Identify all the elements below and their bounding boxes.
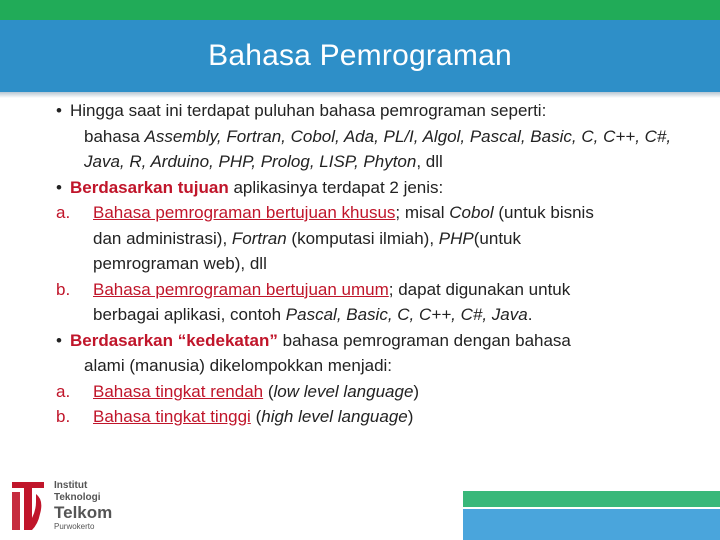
bullet-by-purpose: • Berdasarkan tujuan aplikasinya terdapat 2 jenis: [56, 175, 696, 201]
logo-line-2: Teknologi [54, 492, 101, 503]
slide-body [56, 98, 696, 430]
title-bar [0, 20, 720, 92]
institution-logo [10, 474, 150, 534]
bullet-languages: • Hingga saat ini terdapat puluhan bahasa pemrograman seperti: bahasa Assembly, Fortran, Cobol, Ada, PL/I, Algol, Pascal, Basic, C, C++, C#, Java, R, Arduino, PHP, Prolog, LISP, Phyton, dll [56, 98, 696, 175]
logo-line-4: Purwokerto [54, 522, 95, 531]
bottom-stripe-green [463, 491, 720, 507]
item-high-level: b. Bahasa tingkat tinggi (high level language) [56, 407, 414, 426]
top-green-bar [0, 0, 720, 20]
bottom-stripe-blue [463, 509, 720, 540]
item-general-purpose: b. Bahasa pemrograman bertujuan umum; dapat digunakan untuk berbagai aplikasi, contoh Pascal, Basic, C, C++, C#, Java. [56, 279, 571, 324]
logo-line-1: Institut [54, 480, 88, 491]
logo-line-3: Telkom [54, 503, 113, 522]
slide-title: Bahasa Pemrograman [208, 39, 512, 72]
logo-mark-icon [12, 482, 44, 530]
item-special-purpose: a. Bahasa pemrograman bertujuan khusus; misal Cobol (untuk bisnis dan administrasi), Fortran (komputasi ilmiah), PHP(untuk pemrograman web), dll [56, 203, 594, 273]
bullet-by-closeness: • Berdasarkan “kedekatan” bahasa pemrograman dengan bahasa alami (manusia) dikelompokkan menjadi: [56, 328, 696, 379]
item-low-level: a. Bahasa tingkat rendah (low level language) [56, 381, 420, 401]
